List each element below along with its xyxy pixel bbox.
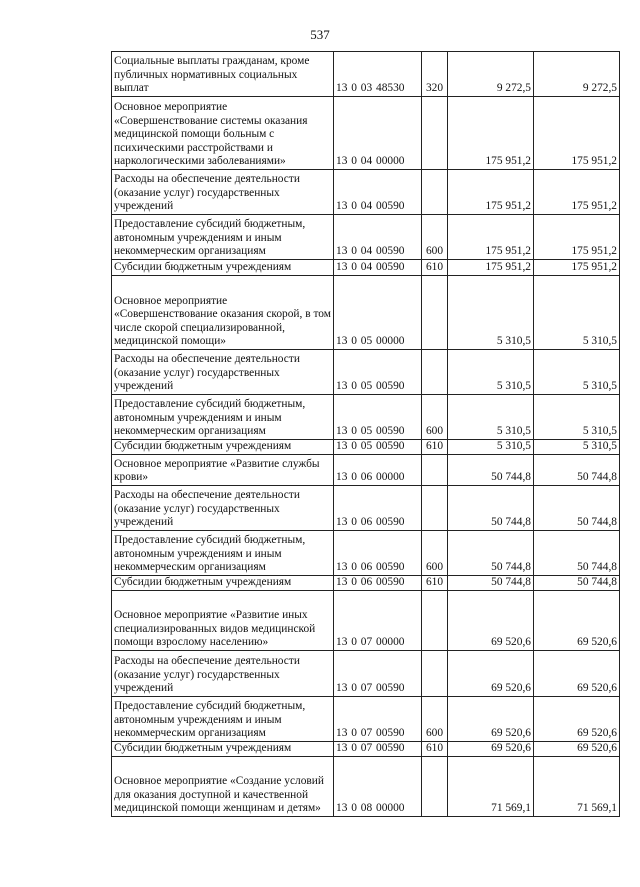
row-code: 13 0 07 00590 [334, 651, 422, 697]
row-expense-type [422, 350, 448, 395]
row-sum-year1: 69 520,6 [448, 651, 534, 697]
row-sum-year1: 5 310,5 [448, 440, 534, 455]
row-expense-type: 610 [422, 742, 448, 757]
table-row [112, 52, 620, 97]
row-sum-year2: 175 951,2 [534, 97, 620, 170]
row-name: Основное мероприятие «Развитие иных специализированных видов медицинской помощи взрослому населению» [112, 591, 334, 651]
row-sum-year1: 71 569,1 [448, 757, 534, 817]
row-sum-year2: 50 744,8 [534, 455, 620, 486]
row-sum-year1: 5 310,5 [448, 276, 534, 350]
row-name: Расходы на обеспечение деятельности (оказание услуг) государственных учреждений [112, 170, 334, 215]
row-code: 13 0 04 00000 [334, 97, 422, 170]
row-code: 13 0 04 00590 [334, 170, 422, 215]
row-expense-type: 600 [422, 697, 448, 742]
table-row [112, 697, 620, 742]
row-code: 13 0 04 00590 [334, 215, 422, 260]
table-row [112, 651, 620, 697]
row-sum-year2: 50 744,8 [534, 576, 620, 591]
page-number: 537 [310, 27, 330, 42]
table-row [112, 350, 620, 395]
row-name: Основное мероприятие «Создание условий для оказания доступной и качественной медицинской помощи женщинам и детям» [112, 757, 334, 817]
row-code: 13 0 06 00590 [334, 486, 422, 531]
row-sum-year2: 5 310,5 [534, 440, 620, 455]
row-name: Основное мероприятие «Развитие службы крови» [112, 455, 334, 486]
row-expense-type: 610 [422, 260, 448, 276]
row-code: 13 0 05 00590 [334, 440, 422, 455]
row-sum-year1: 69 520,6 [448, 697, 534, 742]
row-name: Основное мероприятие «Совершенствование системы оказания медицинской помощи больным с психическими расстройствами и наркологическими заболеваниями» [112, 97, 334, 170]
row-name: Предоставление субсидий бюджетным, автономным учреждениям и иным некоммерческим организациям [112, 531, 334, 576]
table-row [112, 742, 620, 757]
row-sum-year1: 69 520,6 [448, 591, 534, 651]
row-code: 13 0 05 00590 [334, 395, 422, 440]
row-sum-year1: 5 310,5 [448, 395, 534, 440]
row-name: Социальные выплаты гражданам, кроме публичных нормативных социальных выплат [112, 52, 334, 97]
row-expense-type [422, 97, 448, 170]
row-expense-type: 320 [422, 52, 448, 97]
row-sum-year2: 5 310,5 [534, 395, 620, 440]
table-row [112, 395, 620, 440]
budget-table [111, 51, 620, 817]
row-sum-year1: 175 951,2 [448, 170, 534, 215]
row-sum-year2: 71 569,1 [534, 757, 620, 817]
row-sum-year1: 69 520,6 [448, 742, 534, 757]
row-expense-type [422, 486, 448, 531]
row-expense-type: 600 [422, 531, 448, 576]
row-sum-year2: 50 744,8 [534, 531, 620, 576]
table-row [112, 455, 620, 486]
row-name: Субсидии бюджетным учреждениям [112, 260, 334, 276]
table-row [112, 97, 620, 170]
row-sum-year1: 175 951,2 [448, 260, 534, 276]
row-code: 13 0 06 00590 [334, 576, 422, 591]
row-code: 13 0 07 00590 [334, 742, 422, 757]
row-expense-type [422, 591, 448, 651]
table-row [112, 440, 620, 455]
row-sum-year2: 9 272,5 [534, 52, 620, 97]
row-name: Предоставление субсидий бюджетным, автономным учреждениям и иным некоммерческим организациям [112, 215, 334, 260]
row-name: Предоставление субсидий бюджетным, автономным учреждениям и иным некоммерческим организациям [112, 697, 334, 742]
table-row [112, 215, 620, 260]
row-sum-year1: 50 744,8 [448, 531, 534, 576]
budget-table-body [112, 52, 620, 817]
table-row [112, 757, 620, 817]
table-row [112, 276, 620, 350]
table-row [112, 531, 620, 576]
row-name: Основное мероприятие «Совершенствование оказания скорой, в том числе скорой специализированной, медицинской помощи» [112, 276, 334, 350]
row-sum-year2: 69 520,6 [534, 697, 620, 742]
row-code: 13 0 04 00590 [334, 260, 422, 276]
row-sum-year1: 50 744,8 [448, 486, 534, 531]
row-code: 13 0 07 00000 [334, 591, 422, 651]
row-expense-type [422, 651, 448, 697]
row-name: Расходы на обеспечение деятельности (оказание услуг) государственных учреждений [112, 486, 334, 531]
row-sum-year2: 175 951,2 [534, 215, 620, 260]
row-code: 13 0 06 00590 [334, 531, 422, 576]
row-expense-type [422, 170, 448, 215]
row-code: 13 0 05 00000 [334, 276, 422, 350]
row-sum-year1: 5 310,5 [448, 350, 534, 395]
row-code: 13 0 05 00590 [334, 350, 422, 395]
row-sum-year2: 69 520,6 [534, 651, 620, 697]
row-code: 13 0 08 00000 [334, 757, 422, 817]
row-code: 13 0 03 48530 [334, 52, 422, 97]
row-sum-year1: 9 272,5 [448, 52, 534, 97]
table-row [112, 260, 620, 276]
row-sum-year2: 5 310,5 [534, 350, 620, 395]
row-expense-type [422, 276, 448, 350]
row-sum-year1: 175 951,2 [448, 215, 534, 260]
row-code: 13 0 06 00000 [334, 455, 422, 486]
row-code: 13 0 07 00590 [334, 697, 422, 742]
row-name: Субсидии бюджетным учреждениям [112, 742, 334, 757]
table-row [112, 486, 620, 531]
row-name: Расходы на обеспечение деятельности (оказание услуг) государственных учреждений [112, 350, 334, 395]
row-name: Субсидии бюджетным учреждениям [112, 440, 334, 455]
row-sum-year1: 50 744,8 [448, 576, 534, 591]
table-row [112, 591, 620, 651]
row-expense-type: 600 [422, 395, 448, 440]
row-sum-year2: 69 520,6 [534, 591, 620, 651]
table-row [112, 576, 620, 591]
row-sum-year1: 175 951,2 [448, 97, 534, 170]
row-name: Расходы на обеспечение деятельности (оказание услуг) государственных учреждений [112, 651, 334, 697]
table-row [112, 170, 620, 215]
row-expense-type: 610 [422, 440, 448, 455]
row-sum-year2: 5 310,5 [534, 276, 620, 350]
row-sum-year2: 69 520,6 [534, 742, 620, 757]
row-sum-year2: 50 744,8 [534, 486, 620, 531]
row-sum-year2: 175 951,2 [534, 170, 620, 215]
row-expense-type [422, 455, 448, 486]
row-expense-type: 600 [422, 215, 448, 260]
row-sum-year1: 50 744,8 [448, 455, 534, 486]
row-name: Субсидии бюджетным учреждениям [112, 576, 334, 591]
row-sum-year2: 175 951,2 [534, 260, 620, 276]
row-expense-type [422, 757, 448, 817]
row-expense-type: 610 [422, 576, 448, 591]
row-name: Предоставление субсидий бюджетным, автономным учреждениям и иным некоммерческим организациям [112, 395, 334, 440]
